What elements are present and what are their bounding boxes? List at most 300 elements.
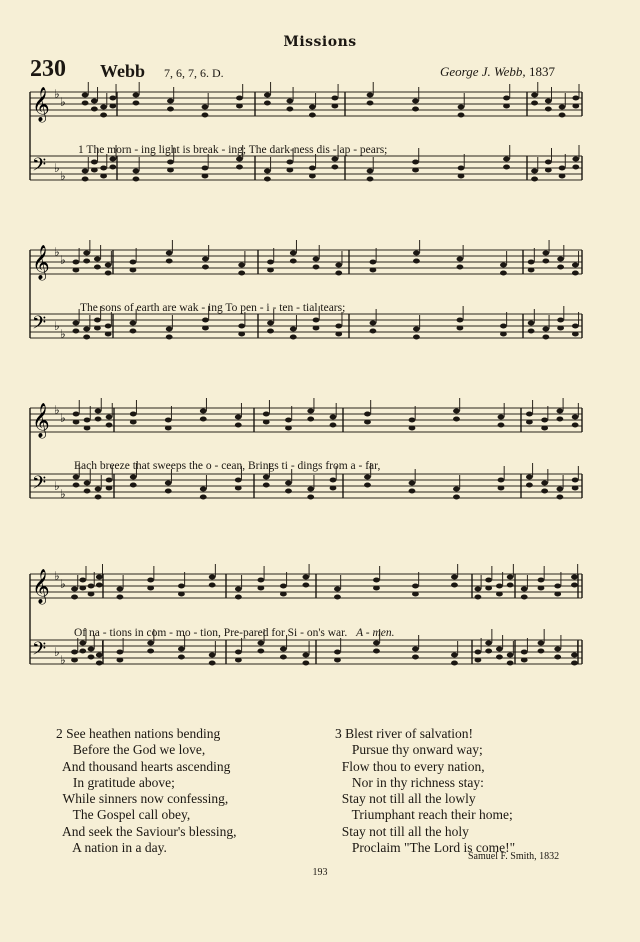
note-head <box>334 658 341 663</box>
note-head <box>147 578 154 583</box>
note-head <box>572 324 579 329</box>
note-head <box>528 321 535 326</box>
note-head <box>498 415 505 420</box>
note-head <box>117 595 124 600</box>
verse-2-lines <box>56 726 237 856</box>
note-head <box>236 104 243 109</box>
note-head <box>413 259 420 264</box>
note-head <box>453 417 460 422</box>
note-head <box>556 495 563 500</box>
verse-line: A nation in a day. <box>56 840 167 856</box>
flat-icon: ♭ <box>54 645 60 659</box>
note-head <box>373 578 380 583</box>
note-head <box>330 478 337 483</box>
note-head <box>88 592 95 597</box>
treble-staff <box>30 398 582 439</box>
music-system <box>0 398 640 518</box>
note-head <box>572 96 579 101</box>
bass-clef-icon: 𝄢 <box>32 313 47 338</box>
note-head <box>130 260 137 265</box>
flat-icon: ♭ <box>60 577 66 591</box>
note-head <box>364 412 371 417</box>
lyric-line-2: The sons of earth are wak - ing To pen - i - ten - tial tears; <box>80 302 346 314</box>
note-head <box>94 318 101 323</box>
treble-clef-icon: 𝄞 <box>32 87 50 122</box>
note-head <box>528 260 535 265</box>
note-head <box>526 483 533 488</box>
note-head <box>130 483 137 488</box>
note-head <box>451 661 458 666</box>
note-head <box>538 578 545 583</box>
treble-staff <box>30 564 582 605</box>
note-head <box>257 649 264 654</box>
note-head <box>500 271 507 276</box>
note-head <box>367 101 374 106</box>
flat-icon: ♭ <box>54 245 60 259</box>
note-head <box>82 169 89 174</box>
note-head <box>572 165 579 170</box>
note-head <box>264 177 271 182</box>
note-head <box>485 649 492 654</box>
note-head <box>367 177 374 182</box>
note-head <box>88 584 95 589</box>
note-head <box>200 409 207 414</box>
note-head <box>559 174 566 179</box>
flat-icon: ♭ <box>60 253 66 267</box>
note-head <box>264 93 271 98</box>
note-head <box>178 647 185 652</box>
note-head <box>83 251 90 256</box>
note-head <box>507 661 514 666</box>
note-head <box>503 165 510 170</box>
note-head <box>290 335 297 340</box>
note-head <box>370 321 377 326</box>
note-head <box>500 263 507 268</box>
note-head <box>236 96 243 101</box>
flat-icon: ♭ <box>54 479 60 493</box>
note-head <box>73 483 80 488</box>
note-head <box>500 324 507 329</box>
note-head <box>165 418 172 423</box>
note-head <box>267 268 274 273</box>
note-head <box>130 329 137 334</box>
note-head <box>545 160 552 165</box>
note-head <box>235 423 242 428</box>
note-head <box>83 335 90 340</box>
verse-line: The Gospel call obey, <box>56 807 191 823</box>
note-head <box>209 653 216 658</box>
note-head <box>572 271 579 276</box>
note-head <box>302 575 309 580</box>
note-head <box>236 165 243 170</box>
note-head <box>280 584 287 589</box>
note-head <box>331 165 338 170</box>
note-head <box>409 426 416 431</box>
note-head <box>307 495 314 500</box>
note-head <box>165 489 172 494</box>
note-head <box>457 318 464 323</box>
note-head <box>100 105 107 110</box>
note-head <box>571 583 578 588</box>
note-head <box>235 595 242 600</box>
note-head <box>409 489 416 494</box>
note-head <box>91 168 98 173</box>
note-head <box>364 475 371 480</box>
note-head <box>538 586 545 591</box>
note-head <box>373 641 380 646</box>
note-head <box>202 318 209 323</box>
note-head <box>498 423 505 428</box>
note-head <box>73 260 80 265</box>
treble-clef-icon: 𝄞 <box>32 569 50 604</box>
note-head <box>507 583 514 588</box>
note-head <box>202 105 209 110</box>
note-head <box>313 326 320 331</box>
note-head <box>178 584 185 589</box>
note-head <box>331 104 338 109</box>
note-head <box>364 483 371 488</box>
note-head <box>453 487 460 492</box>
composer-name: George J. Webb, <box>440 64 526 79</box>
note-head <box>84 426 91 431</box>
lyric-line-4 <box>74 627 395 639</box>
note-head <box>133 93 140 98</box>
note-head <box>106 478 113 483</box>
composer <box>440 64 555 80</box>
note-head <box>453 495 460 500</box>
note-head <box>105 324 112 329</box>
note-head <box>475 587 482 592</box>
note-head <box>485 586 492 591</box>
note-head <box>370 268 377 273</box>
note-head <box>94 326 101 331</box>
note-head <box>335 324 342 329</box>
note-head <box>147 586 154 591</box>
note-head <box>200 417 207 422</box>
note-head <box>330 415 337 420</box>
verse-line: Flow thou to every nation, <box>335 758 485 774</box>
note-head <box>267 321 274 326</box>
note-head <box>147 641 154 646</box>
note-head <box>521 587 528 592</box>
note-head <box>84 418 91 423</box>
note-head <box>331 157 338 162</box>
note-head <box>409 418 416 423</box>
note-head <box>557 265 564 270</box>
note-head <box>94 257 101 262</box>
flat-icon: ♭ <box>60 411 66 425</box>
note-head <box>330 423 337 428</box>
note-head <box>109 104 116 109</box>
note-head <box>412 647 419 652</box>
note-head <box>531 93 538 98</box>
note-head <box>457 257 464 262</box>
flat-icon: ♭ <box>60 487 66 501</box>
note-head <box>96 583 103 588</box>
note-head <box>485 578 492 583</box>
note-head <box>236 157 243 162</box>
note-head <box>73 420 80 425</box>
note-head <box>521 658 528 663</box>
note-head <box>280 647 287 652</box>
note-head <box>105 263 112 268</box>
note-head <box>370 260 377 265</box>
verse-3-lines <box>335 726 515 856</box>
note-head <box>133 177 140 182</box>
note-head <box>88 655 95 660</box>
note-head <box>367 93 374 98</box>
note-head <box>309 166 316 171</box>
note-head <box>83 327 90 332</box>
note-head <box>73 412 80 417</box>
note-head <box>334 595 341 600</box>
note-head <box>109 96 116 101</box>
note-head <box>130 475 137 480</box>
note-head <box>556 417 563 422</box>
note-head <box>313 318 320 323</box>
note-head <box>541 489 548 494</box>
note-head <box>556 409 563 414</box>
note-head <box>95 487 102 492</box>
note-head <box>91 99 98 104</box>
note-head <box>526 475 533 480</box>
note-head <box>117 658 124 663</box>
note-head <box>257 586 264 591</box>
tune-name: Webb <box>100 61 146 81</box>
note-head <box>117 650 124 655</box>
note-head <box>130 321 137 326</box>
note-head <box>71 658 78 663</box>
note-head <box>263 483 270 488</box>
note-head <box>373 649 380 654</box>
note-head <box>521 650 528 655</box>
note-head <box>290 259 297 264</box>
note-head <box>572 478 579 483</box>
note-head <box>166 335 173 340</box>
note-head <box>117 587 124 592</box>
note-head <box>412 160 419 165</box>
note-head <box>95 495 102 500</box>
note-head <box>545 99 552 104</box>
note-head <box>280 655 287 660</box>
note-head <box>559 113 566 118</box>
flat-icon: ♭ <box>54 403 60 417</box>
note-head <box>84 481 91 486</box>
note-head <box>106 423 113 428</box>
note-head <box>235 478 242 483</box>
note-head <box>238 263 245 268</box>
note-head <box>130 412 137 417</box>
note-head <box>521 595 528 600</box>
note-head <box>209 575 216 580</box>
note-head <box>528 329 535 334</box>
note-head <box>302 653 309 658</box>
note-head <box>95 409 102 414</box>
note-head <box>263 475 270 480</box>
note-head <box>507 575 514 580</box>
note-head <box>147 649 154 654</box>
meter: 7, 6, 7, 6. D. <box>164 66 224 80</box>
verse-line: Stay not till all the holy <box>335 823 469 839</box>
note-head <box>526 420 533 425</box>
note-head <box>235 658 242 663</box>
note-head <box>572 157 579 162</box>
note-head <box>133 169 140 174</box>
note-head <box>413 335 420 340</box>
note-head <box>263 420 270 425</box>
verse-line: 3 Blest river of salvation! <box>335 726 473 741</box>
note-head <box>541 426 548 431</box>
treble-staff <box>30 82 582 123</box>
verse-line: Proclaim "The Lord is come!" <box>335 840 516 856</box>
note-head <box>475 650 482 655</box>
note-head <box>73 475 80 480</box>
note-head <box>106 486 113 491</box>
note-head <box>557 257 564 262</box>
note-head <box>554 592 561 597</box>
note-head <box>285 426 292 431</box>
note-head <box>498 486 505 491</box>
note-head <box>202 113 209 118</box>
note-head <box>167 99 174 104</box>
note-head <box>285 481 292 486</box>
note-head <box>475 595 482 600</box>
note-head <box>571 653 578 658</box>
note-head <box>91 107 98 112</box>
note-head <box>95 417 102 422</box>
note-head <box>264 169 271 174</box>
note-head <box>79 586 86 591</box>
note-head <box>571 575 578 580</box>
note-head <box>165 481 172 486</box>
flat-icon: ♭ <box>54 87 60 101</box>
note-head <box>71 587 78 592</box>
note-head <box>166 259 173 264</box>
note-head <box>335 271 342 276</box>
note-head <box>545 168 552 173</box>
note-head <box>330 486 337 491</box>
note-head <box>100 166 107 171</box>
verse-line: 2 See heathen nations bending <box>56 726 221 741</box>
note-head <box>572 332 579 337</box>
note-head <box>286 107 293 112</box>
note-head <box>531 169 538 174</box>
note-head <box>412 168 419 173</box>
note-head <box>202 166 209 171</box>
verse-line: Stay not till all the lowly <box>335 791 476 807</box>
note-head <box>100 174 107 179</box>
note-head <box>290 327 297 332</box>
note-head <box>458 166 465 171</box>
note-head <box>106 415 113 420</box>
note-head <box>412 592 419 597</box>
note-head <box>412 584 419 589</box>
note-head <box>264 101 271 106</box>
note-head <box>559 166 566 171</box>
lyric-line-1: 1 The morn - ing light is break - ing; The dark-ness dis - ap - pears; <box>78 144 388 156</box>
note-head <box>84 489 91 494</box>
note-head <box>309 113 316 118</box>
note-head <box>96 661 103 666</box>
note-head <box>412 99 419 104</box>
note-head <box>571 661 578 666</box>
note-head <box>71 650 78 655</box>
note-head <box>200 487 207 492</box>
note-head <box>286 160 293 165</box>
note-head <box>313 265 320 270</box>
note-head <box>235 415 242 420</box>
note-head <box>503 96 510 101</box>
note-head <box>133 101 140 106</box>
note-head <box>105 332 112 337</box>
note-head <box>453 409 460 414</box>
verse-line: And thousand hearts ascending <box>56 758 231 774</box>
music-system <box>0 240 640 360</box>
note-head <box>167 160 174 165</box>
note-head <box>166 251 173 256</box>
note-head <box>503 104 510 109</box>
note-head <box>413 327 420 332</box>
music-system <box>0 564 640 684</box>
note-head <box>335 332 342 337</box>
note-head <box>235 587 242 592</box>
verse-line: In gratitude above; <box>56 774 175 790</box>
note-head <box>71 595 78 600</box>
note-head <box>309 105 316 110</box>
note-head <box>572 104 579 109</box>
note-head <box>542 259 549 264</box>
note-head <box>457 265 464 270</box>
note-head <box>496 655 503 660</box>
note-head <box>556 487 563 492</box>
note-head <box>542 335 549 340</box>
note-head <box>109 157 116 162</box>
flat-icon: ♭ <box>60 327 66 341</box>
note-head <box>285 489 292 494</box>
note-head <box>498 478 505 483</box>
note-head <box>257 578 264 583</box>
note-head <box>545 107 552 112</box>
flat-icon: ♭ <box>60 653 66 667</box>
note-head <box>370 329 377 334</box>
verse-line: Nor in thy richness stay: <box>335 774 484 790</box>
note-head <box>302 583 309 588</box>
verse-line: And seek the Saviour's blessing, <box>56 823 237 839</box>
note-head <box>307 487 314 492</box>
section-title: Missions <box>283 34 357 50</box>
verse-line: Before the God we love, <box>56 742 206 758</box>
note-head <box>91 160 98 165</box>
note-head <box>531 101 538 106</box>
note-head <box>96 575 103 580</box>
note-head <box>285 418 292 423</box>
note-head <box>286 168 293 173</box>
note-head <box>496 647 503 652</box>
note-head <box>496 584 503 589</box>
note-head <box>542 327 549 332</box>
note-head <box>202 257 209 262</box>
note-head <box>538 649 545 654</box>
bass-clef-icon: 𝄢 <box>32 473 47 498</box>
note-head <box>105 271 112 276</box>
music-system <box>0 82 640 202</box>
note-head <box>238 332 245 337</box>
note-head <box>309 174 316 179</box>
note-head <box>209 661 216 666</box>
note-head <box>335 263 342 268</box>
note-head <box>79 641 86 646</box>
verse-line: Pursue thy onward way; <box>335 742 483 758</box>
